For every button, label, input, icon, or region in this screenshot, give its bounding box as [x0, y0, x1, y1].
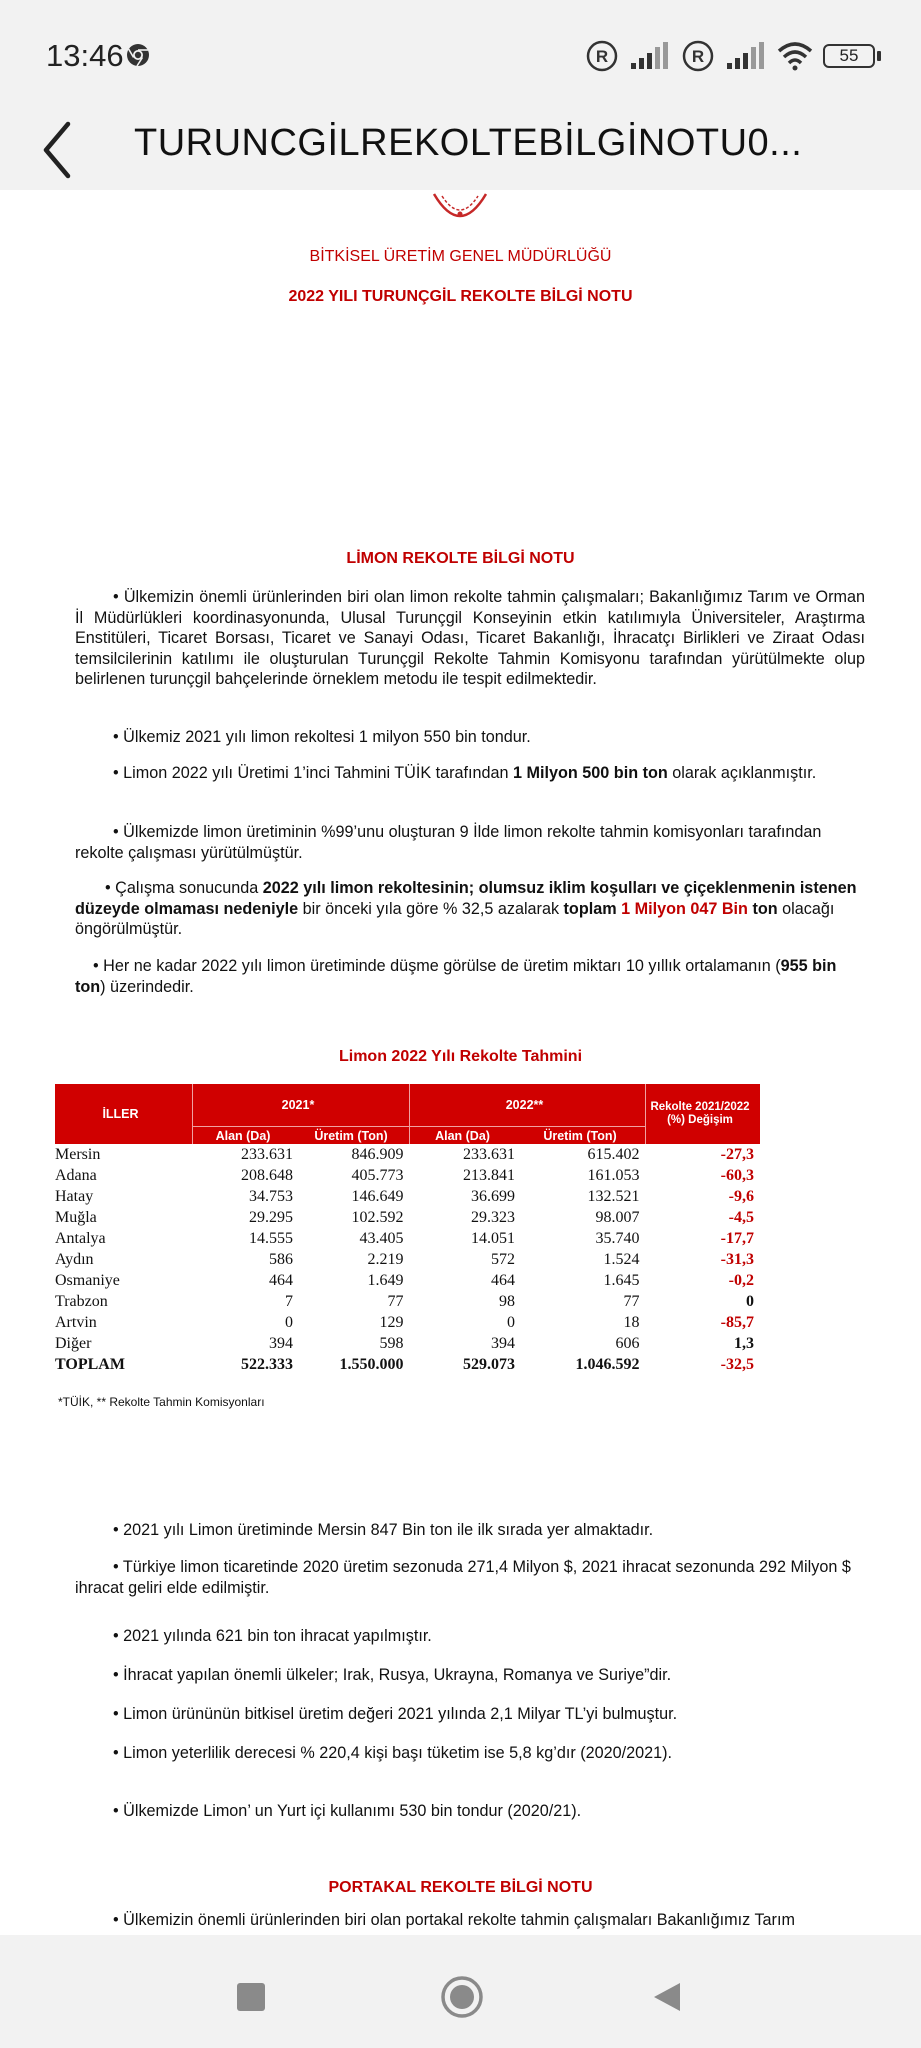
- cell-a22: 98: [499, 1292, 515, 1310]
- table-row: [55, 1291, 760, 1312]
- status-bar: [0, 0, 921, 110]
- cell-a21: 7: [285, 1292, 293, 1310]
- cell-chg: -9,6: [728, 1187, 754, 1205]
- cell-il: Adana: [55, 1166, 97, 1184]
- doc-main-title: 2022 YILI TURUNÇGİL REKOLTE BİLGİ NOTU: [288, 288, 633, 305]
- cell-u22: 615.402: [587, 1145, 640, 1163]
- cell-il: Mersin: [55, 1145, 101, 1163]
- cell-u22: 18: [623, 1313, 640, 1331]
- paragraph-1: • Ülkemizin önemli ürünlerinden biri olan limon rekolte tahmin çalışmaları; Bakanlığımız Tarım ve Orman İl Müdürlükleri koordinasyonunda, Ulusal Turunçgil Konseyinin etkin katılımıyla Üniversiteler, Araştırma Enstitüleri, Ticaret Borsası, Ticaret ve Sanayi Odası, Ticaret Bakanlığı, İhracatçı Birlikleri ve Ziraat Odası temsilcilerinin katılımı ile oluşturulan Turunçgil Rekolte Tahmin Komisyonu tarafından yürütülmekte olup belirlenen turunçgil bahçelerinde örneklem metodu ile tespit edilmektedir.: [75, 588, 865, 688]
- cell-chg: 1,3: [734, 1334, 754, 1352]
- table-row: [55, 1312, 760, 1333]
- cell-u21: 405.773: [351, 1166, 404, 1184]
- cell-il: Muğla: [55, 1208, 97, 1226]
- cell-chg: -0,2: [728, 1271, 754, 1289]
- table-row: [55, 1270, 760, 1291]
- cell-a21: 29.295: [249, 1208, 293, 1226]
- home-button[interactable]: [440, 1975, 484, 2019]
- recents-button[interactable]: [237, 1983, 265, 2011]
- limon-heading: LİMON REKOLTE BİLGİ NOTU: [346, 550, 575, 567]
- cell-u21: 102.592: [351, 1208, 404, 1226]
- signal-icon-2: [725, 41, 767, 71]
- table-title: Limon 2022 Yılı Rekolte Tahmini: [338, 1048, 583, 1065]
- header-alan-2022: Alan (Da): [410, 1127, 522, 1145]
- cell-u21: 77: [387, 1292, 404, 1310]
- cell-il: Trabzon: [55, 1292, 108, 1310]
- table-row: [55, 1228, 760, 1249]
- table-row: [55, 1333, 760, 1354]
- cell-u22: 161.053: [587, 1166, 640, 1184]
- bullet-5: • Limon ürününün bitkisel üretim değeri 2021 yılında 2,1 Milyar TL’yi bulmuştur.: [113, 1705, 678, 1723]
- header-uretim-2022: Üretim (Ton): [521, 1127, 646, 1145]
- cell-u21: 598: [379, 1334, 404, 1352]
- paragraph-4: • Ülkemizde limon üretiminin %99’unu oluşturan 9 İlde limon rekolte tahmin komisyonları tarafından rekolte çalışması yürütülmüştür.: [75, 823, 822, 862]
- cell-il: Antalya: [55, 1229, 106, 1247]
- bullet-1: • 2021 yılı Limon üretiminde Mersin 847 Bin ton ile ilk sırada yer almaktadır.: [113, 1521, 654, 1539]
- wifi-icon: [777, 41, 813, 71]
- cell-chg: -27,3: [720, 1145, 754, 1163]
- cell-a22: 29.323: [471, 1208, 515, 1226]
- nav-back-button[interactable]: [650, 1980, 684, 2014]
- cell-il: TOPLAM: [55, 1355, 125, 1373]
- cell-chg: -32,5: [720, 1355, 754, 1373]
- cell-u22: 35.740: [595, 1229, 640, 1247]
- cell-a21: 0: [285, 1313, 293, 1331]
- paragraph-6: • Her ne kadar 2022 yılı limon üretiminde düşme görülse de üretim miktarı 10 yıllık ortalamanın (955 bin ton) üzerindedir.: [75, 957, 837, 996]
- cell-il: Aydın: [55, 1250, 94, 1268]
- cell-chg: -31,3: [720, 1250, 754, 1268]
- cell-chg: -4,5: [728, 1208, 754, 1226]
- bullet-7: • Ülkemizde Limon’ un Yurt içi kullanımı 530 bin tondur (2020/21).: [113, 1802, 582, 1820]
- cell-il: Artvin: [55, 1313, 97, 1331]
- cell-a22: 529.073: [463, 1355, 515, 1373]
- cell-il: Osmaniye: [55, 1271, 120, 1289]
- ministry-logo-icon: [428, 190, 492, 230]
- status-icons: [585, 38, 881, 74]
- cell-il: Diğer: [55, 1334, 92, 1352]
- cell-u22: 606: [615, 1334, 640, 1352]
- cell-a21: 464: [269, 1271, 293, 1289]
- bullet-6: • Limon yeterlilik derecesi % 220,4 kişi başı tüketim ise 5,8 kg’dır (2020/2021).: [113, 1744, 673, 1762]
- cell-chg: 0: [746, 1292, 754, 1310]
- cell-a22: 36.699: [471, 1187, 515, 1205]
- document-page[interactable]: [0, 190, 921, 1935]
- paragraph-2: • Ülkemiz 2021 yılı limon rekoltesi 1 milyon 550 bin tondur.: [113, 728, 531, 746]
- cell-a22: 572: [491, 1250, 515, 1268]
- header-uretim-2021: Üretim (Ton): [299, 1127, 410, 1145]
- cell-u21: 846.909: [351, 1145, 404, 1163]
- paragraph-5: • Çalışma sonucunda 2022 yılı limon rekoltesinin; olumsuz iklim koşulları ve çiçeklenmenin istenen düzeyde olmaması nedeniyle bir önceki yıla göre % 32,5 azalarak toplam 1 Milyon 047 Bin ton olacağı öngörülmüştür.: [75, 879, 857, 938]
- chrome-icon: [126, 43, 150, 67]
- bullet-4: • İhracat yapılan önemli ülkeler; Irak, Rusya, Ukrayna, Romanya ve Suriye”dir.: [113, 1666, 672, 1684]
- table-row: [55, 1354, 760, 1375]
- rekolte-table: [55, 1084, 760, 1375]
- cell-u22: 1.524: [603, 1250, 640, 1268]
- signal-icon: [629, 41, 671, 71]
- cell-u22: 132.521: [587, 1187, 640, 1205]
- cell-a22: 213.841: [463, 1166, 515, 1184]
- header-2021: 2021*: [193, 1084, 410, 1127]
- cell-u21: 1.550.000: [339, 1355, 404, 1373]
- cell-a22: 394: [491, 1334, 515, 1352]
- cell-a22: 14.051: [471, 1229, 515, 1247]
- back-arrow-icon[interactable]: [38, 118, 78, 182]
- header-iller: İLLER: [55, 1084, 193, 1144]
- cell-a21: 233.631: [241, 1145, 293, 1163]
- portakal-heading: PORTAKAL REKOLTE BİLGİ NOTU: [328, 1879, 593, 1896]
- header-change: Rekolte 2021/2022 (%) Değişim: [646, 1084, 761, 1144]
- svg-text:R: R: [691, 47, 705, 66]
- cell-chg: -60,3: [720, 1166, 754, 1184]
- cell-a21: 14.555: [249, 1229, 293, 1247]
- header-2022: 2022**: [410, 1084, 646, 1127]
- document-title: TURUNCGİLREKOLTEBİLGİNOTU0...: [134, 122, 803, 164]
- cell-chg: -85,7: [720, 1313, 754, 1331]
- table-row: [55, 1186, 760, 1207]
- cell-a21: 586: [269, 1250, 293, 1268]
- cell-a22: 0: [507, 1313, 515, 1331]
- cell-a21: 34.753: [249, 1187, 293, 1205]
- cell-a21: 208.648: [241, 1166, 293, 1184]
- cell-u21: 129: [379, 1313, 404, 1331]
- paragraph-3: • Limon 2022 yılı Üretimi 1’inci Tahmini TÜİK tarafından 1 Milyon 500 bin ton olarak açıklanmıştır.: [113, 764, 817, 782]
- table-row: [55, 1144, 760, 1165]
- table-row: [55, 1165, 760, 1186]
- cell-a22: 464: [491, 1271, 515, 1289]
- status-time: 13:46: [46, 38, 124, 73]
- cell-u21: 1.649: [367, 1271, 404, 1289]
- battery-icon: [823, 44, 881, 68]
- cell-u21: 43.405: [359, 1229, 404, 1247]
- svg-text:R: R: [595, 47, 609, 66]
- org-name: BİTKİSEL ÜRETİM GENEL MÜDÜRLÜĞÜ: [309, 248, 612, 265]
- cell-u21: 146.649: [351, 1187, 404, 1205]
- portakal-paragraph: • Ülkemizin önemli ürünlerinden biri olan portakal rekolte tahmin çalışmaları Bakanlığımız Tarım: [113, 1911, 795, 1929]
- cell-u22: 98.007: [595, 1208, 640, 1226]
- header-alan-2021: Alan (Da): [193, 1127, 300, 1145]
- cell-a21: 394: [269, 1334, 293, 1352]
- cell-u22: 1.645: [603, 1271, 640, 1289]
- bullet-3: • 2021 yılında 621 bin ton ihracat yapılmıştır.: [113, 1627, 432, 1645]
- cell-a21: 522.333: [241, 1355, 293, 1373]
- bullet-2: • Türkiye limon ticaretinde 2020 üretim sezonuda 271,4 Milyon $, 2021 ihracat sezonunda 292 Milyon $ ihracat geliri elde edilmiştir.: [75, 1558, 851, 1597]
- battery-level: 55: [823, 44, 875, 68]
- roaming-icon-2: [681, 39, 715, 73]
- roaming-icon: [585, 39, 619, 73]
- table-row: [55, 1207, 760, 1228]
- table-footnote: *TÜİK, ** Rekolte Tahmin Komisyonları: [58, 1395, 265, 1409]
- cell-u22: 77: [623, 1292, 640, 1310]
- cell-chg: -17,7: [720, 1229, 754, 1247]
- cell-u22: 1.046.592: [575, 1355, 640, 1373]
- table-row: [55, 1249, 760, 1270]
- cell-il: Hatay: [55, 1187, 94, 1205]
- cell-a22: 233.631: [463, 1145, 515, 1163]
- cell-u21: 2.219: [367, 1250, 404, 1268]
- navigation-bar: [0, 1935, 921, 2048]
